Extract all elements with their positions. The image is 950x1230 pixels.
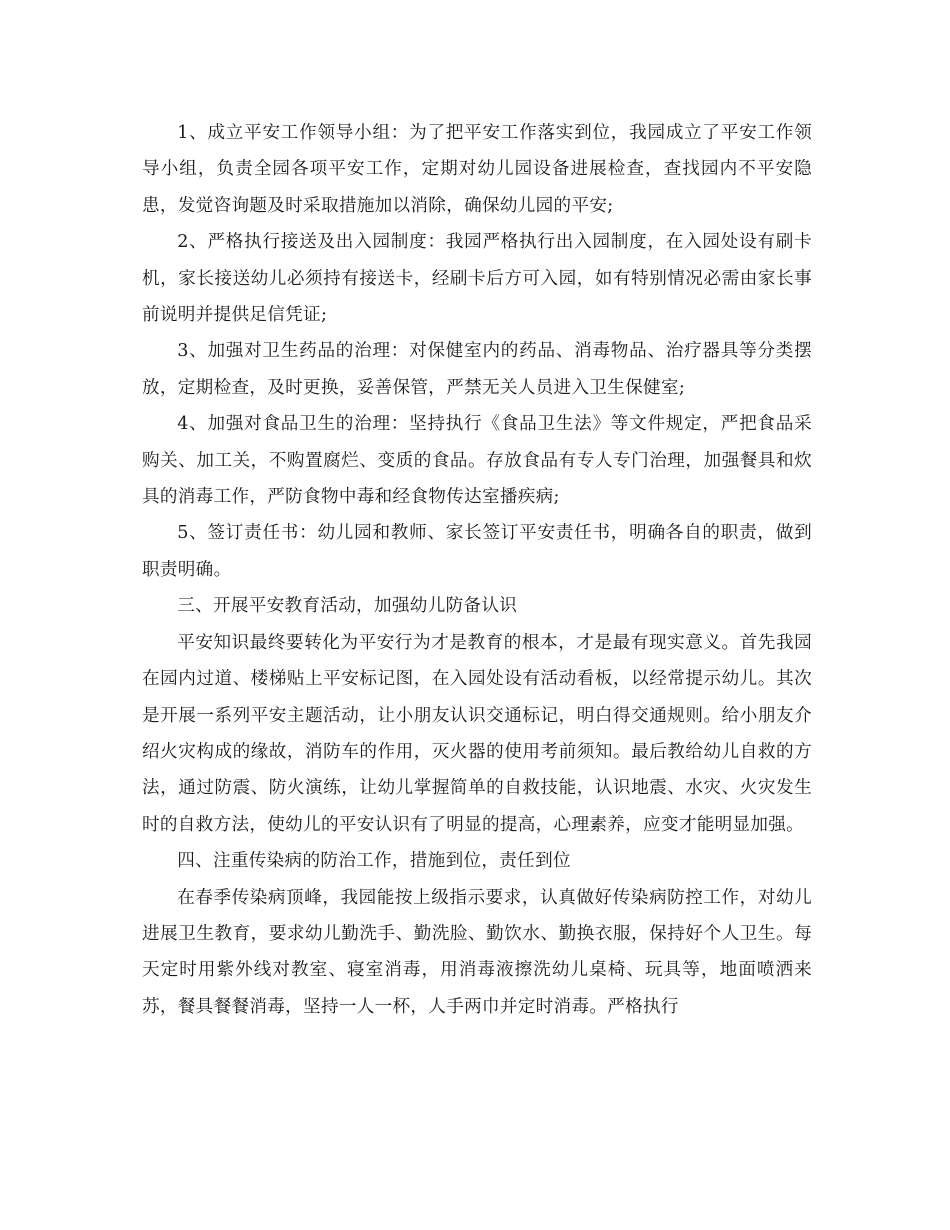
document-body <box>142 115 812 1025</box>
paragraph-item-1: 1、成立平安工作领导小组：为了把平安工作落实到位，我园成立了平安工作领导小组，负责全园各项平安工作，定期对幼儿园设备进展检查，查找园内不平安隐患，发觉咨询题及时采取措施加以消除，确保幼儿园的平安; <box>142 123 812 216</box>
section-heading-3: 三、开展平安教育活动，加强幼儿防备认识 <box>177 596 518 617</box>
section-heading-4: 四、注重传染病的防治工作，措施到位，责任到位 <box>177 851 571 872</box>
paragraph-item-2: 2、严格执行接送及出入园制度：我园严格执行出入园制度，在入园处设有刷卡机，家长接送幼儿必须持有接送卡，经刷卡后方可入园，如有特别情况必需由家长事前说明并提供足信凭证; <box>142 232 812 326</box>
section-4-body: 在春季传染病顶峰，我园能按上级指示要求，认真做好传染病防控工作，对幼儿进展卫生教育，要求幼儿勤洗手、勤洗脸、勤饮水、勤换衣服，保持好个人卫生。每天定时用紫外线对教室、寝室消毒，用消毒液擦洗幼儿桌椅、玩具等，地面喷洒来苏，餐具餐餐消毒，坚持一人一杯，人手两巾并定时消毒。严格执行 <box>142 887 812 1017</box>
paragraph-item-5: 5、签订责任书：幼儿园和教师、家长签订平安责任书，明确各自的职责，做到职责明确。 <box>142 523 812 580</box>
section-3-body: 平安知识最终要转化为平安行为才是教育的根本，才是最有现实意义。首先我园在园内过道、楼梯贴上平安标记图，在入园处设有活动看板，以经常提示幼儿。其次是开展一系列平安主题活动，让小朋友认识交通标记，明白得交通规则。给小朋友介绍火灾构成的缘故，消防车的作用，灭火器的使用考前须知。最后教给幼儿自救的方法，通过防震、防火演练，让幼儿掌握简单的自救技能，认识地震、水灾、火灾发生时的自救方法，使幼儿的平安认识有了明显的提高，心理素养，应变才能明显加强。 <box>142 632 812 835</box>
paragraph-item-3: 3、加强对卫生药品的治理：对保健室内的药品、消毒物品、治疗器具等分类摆放，定期检查，及时更换，妥善保管，严禁无关人员进入卫生保健室; <box>142 341 812 398</box>
paragraph-item-4: 4、加强对食品卫生的治理：坚持执行《食品卫生法》等文件规定，严把食品采购关、加工关，不购置腐烂、变质的食品。存放食品有专人专门治理，加强餐具和炊具的消毒工作，严防食物中毒和经食物传达室播疾病; <box>142 414 812 508</box>
